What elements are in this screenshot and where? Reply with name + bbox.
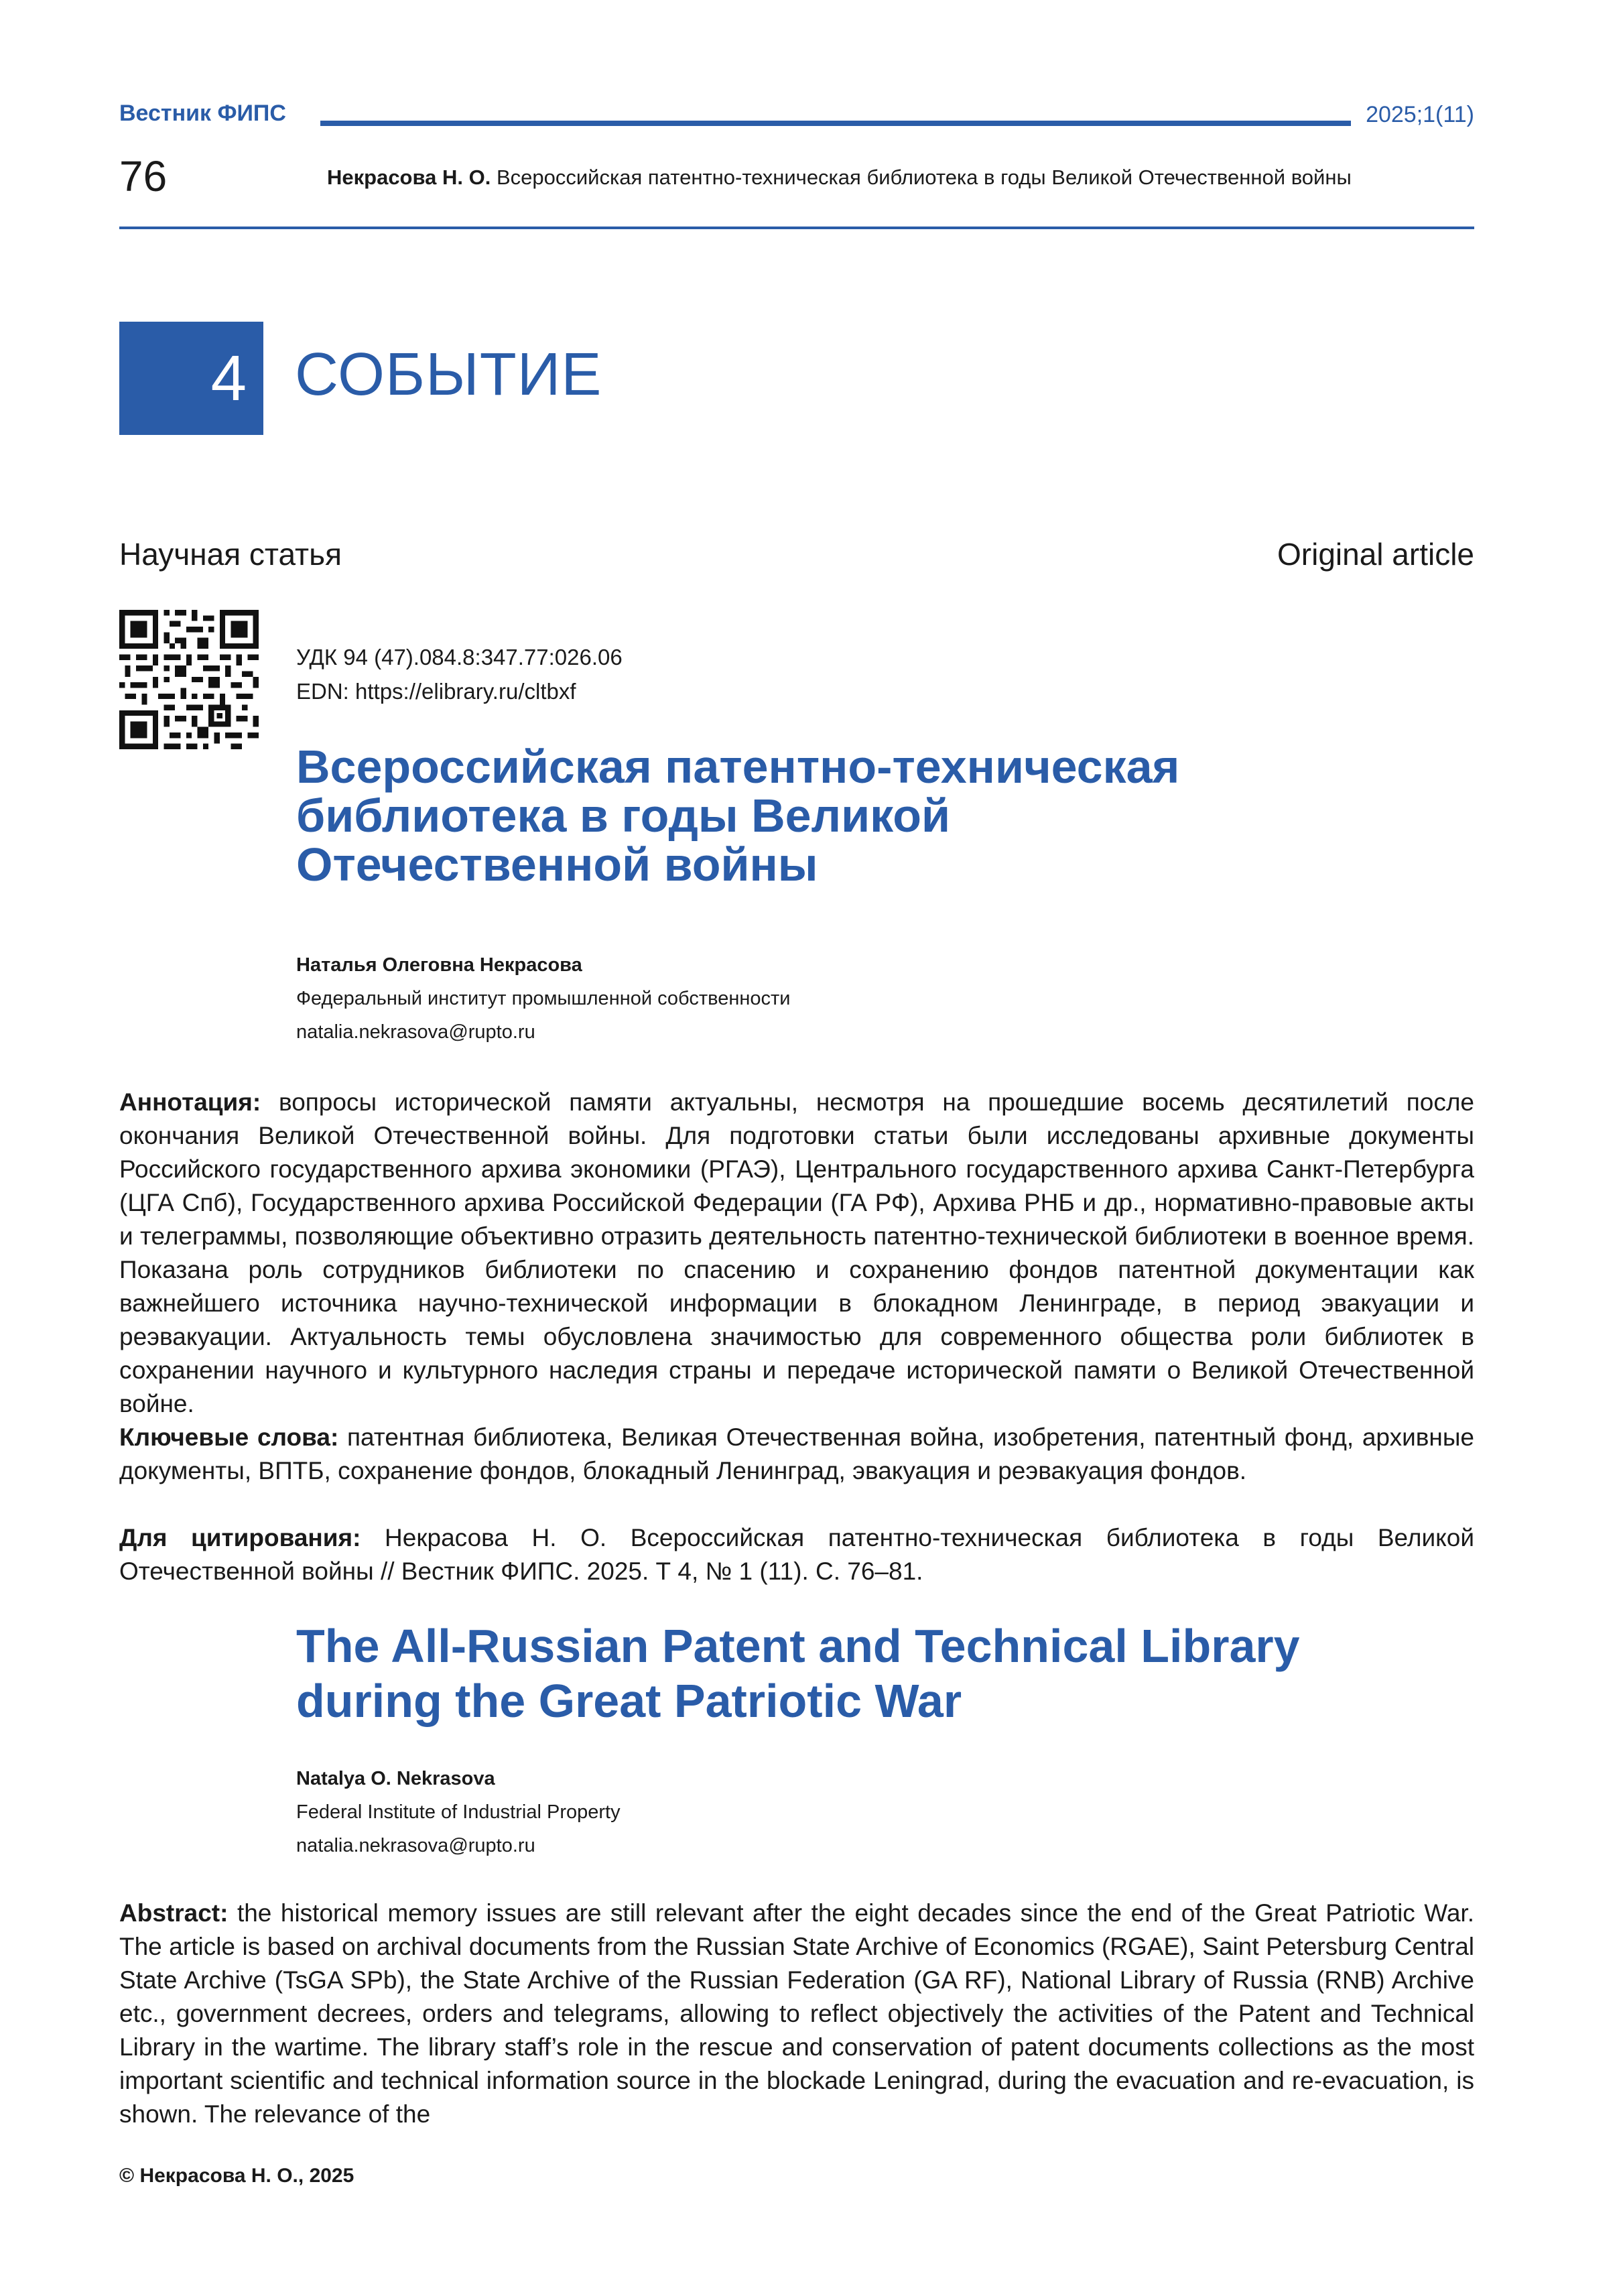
copyright: © Некрасова Н. О., 2025: [119, 2165, 354, 2187]
udk-code: УДК 94 (47).084.8:347.77:026.06: [296, 645, 623, 669]
journal-name: Вестник ФИПС: [119, 101, 286, 126]
section-number: 4: [210, 342, 247, 414]
article-title-en: [296, 1618, 1435, 1728]
journal-issue: 2025;1(11): [1366, 102, 1474, 127]
abstract-ru-label: Аннотация:: [119, 1088, 261, 1116]
header-bottom-rule: [119, 227, 1474, 229]
header-rule: [320, 121, 1351, 126]
title-en-line: during the Great Patriotic War: [296, 1675, 962, 1727]
author-email-ru[interactable]: natalia.nekrasova@rupto.ru: [296, 1021, 535, 1043]
title-ru-line: Отечественной войны: [296, 838, 818, 891]
abstract-ru-text: вопросы исторической памяти актуальны, несмотря на прошедшие восемь десятилетий после окончания Великой Отечественной войны. Для подготовки статьи были исследованы архивные документы Российского государственного архива экономики (РГАЭ), Центрального государственного архива Санкт-Петербурга (ЦГА Спб), Государственного архива Российской Федерации (ГА РФ), Архива РНБ и др., нормативно-правовые акты и телеграммы, позволяющие объективно отразить деятельность патентно-технической библиотеки в военное время. Показана роль сотрудников библиотеки по спасению и сохранению фондов патентной документации как важнейшего источника научно-технической информации в блокадном Ленинграде, в период эвакуации и реэвакуации. Актуальность темы обусловлена значимостью для современного общества роли библиотек в сохранении научного и культурного наследия страны и передаче исторической памяти о Великой Отечественной войне.: [119, 1088, 1474, 1417]
citation-ru: [119, 1521, 1474, 1588]
article-type-ru: Научная статья: [119, 537, 342, 572]
author-affiliation-ru: Федеральный институт промышленной собственности: [296, 988, 791, 1009]
running-author: Некрасова Н. О.: [327, 166, 491, 189]
running-title-text: Всероссийская патентно-техническая библиотека в годы Великой Отечественной войны: [496, 166, 1352, 189]
title-en-line: The All-Russian Patent and Technical Library: [296, 1620, 1300, 1672]
abstract-en-label: Abstract:: [119, 1899, 229, 1927]
author-affiliation-en: Federal Institute of Industrial Property: [296, 1801, 621, 1823]
citation-ru-text: Некрасова Н. О. Всероссийская патентно-техническая библиотека в годы Великой Отечественной войны // Вестник ФИПС. 2025. Т 4, № 1 (11). С. 76–81.: [119, 1524, 1474, 1585]
title-ru-line: библиотека в годы Великой: [296, 789, 951, 842]
keywords-ru-text: патентная библиотека, Великая Отечественная война, изобретения, патентный фонд, архивные документы, ВПТБ, сохранение фондов, блокадный Ленинград, эвакуация и реэвакуация фондов.: [119, 1423, 1475, 1484]
running-title: [327, 166, 1352, 190]
keywords-ru: [119, 1421, 1474, 1488]
abstract-ru: [119, 1086, 1474, 1421]
article-title-ru: [296, 743, 1368, 889]
author-email-en[interactable]: natalia.nekrasova@rupto.ru: [296, 1835, 535, 1856]
title-ru-line: Всероссийская патентно-техническая: [296, 741, 1180, 793]
abstract-en: [119, 1897, 1474, 2131]
section-title: СОБЫТИЕ: [295, 341, 602, 408]
citation-ru-label: Для цитирования:: [119, 1524, 361, 1551]
qr-code-icon[interactable]: [119, 610, 259, 749]
author-name-ru: Наталья Олеговна Некрасова: [296, 954, 582, 976]
article-type-en: Original article: [1277, 537, 1474, 572]
page-number: 76: [119, 152, 168, 200]
author-name-en: Natalya O. Nekrasova: [296, 1768, 495, 1789]
keywords-ru-label: Ключевые слова:: [119, 1423, 339, 1451]
edn-link[interactable]: EDN: https://elibrary.ru/cltbxf: [296, 679, 576, 704]
abstract-en-text: the historical memory issues are still relevant after the eight decades since the end of the Great Patriotic War. The article is based on archival documents from the Russian State Archive of Economics (RGAE), Saint Petersburg Central State Archive (TsGA SPb), the State Archive of the Russian Federation (GA RF), National Library of Russia (RNB) Archive etc., government decrees, orders and telegrams, allowing to reflect objectively the activities of the Patent and Technical Library in the wartime. The library staff’s role in the rescue and conservation of patent documents collections as the most important scientific and technical information source in the blockade Leningrad, during the evacuation and re-evacuation, is shown. The relevance of the: [119, 1899, 1474, 2128]
